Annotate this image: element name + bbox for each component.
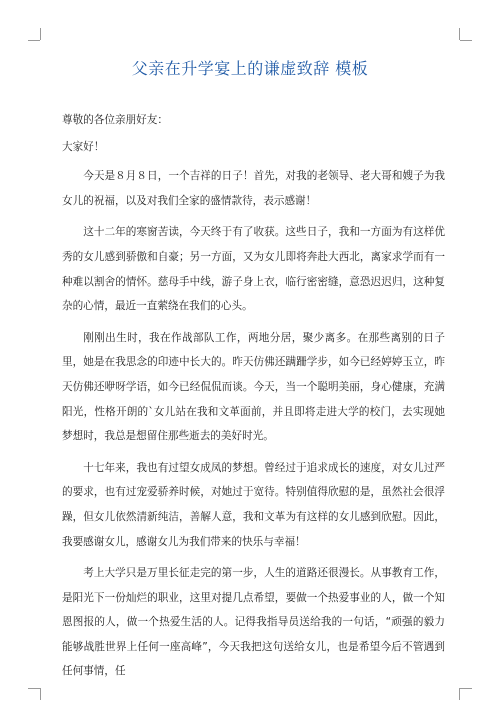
crop-mark-top-left-h — [28, 40, 40, 41]
paragraph-2: 这十二年的寒窗苦读，今天终于有了收获。这些日子，我和一方面为有这样优秀的女儿感到骄傲和自豪；另一方面，又为女儿即将奔赴大西北，离家求学而有一种难以割舍的情怀。慈母手中线，游子身上衣，临行密密缝，意恐迟迟归，这种复杂的心情，最近一直萦绕在我们的心头。 — [62, 226, 445, 313]
crop-mark-bottom-left-v — [40, 688, 41, 700]
document-body — [62, 108, 445, 691]
crop-mark-bottom-right-v — [459, 688, 460, 700]
salutation: 尊敬的各位亲朋好友： — [62, 114, 168, 126]
document-title: 父亲在升学宴上的谦虚致辞 模板 — [131, 59, 369, 78]
paragraph-3: 刚刚出生时，我在作战部队工作，两地分居，聚少离多。在那些离别的日子里，她是在我思念的印迹中长大的。昨天仿佛还蹒跚学步，如今已经婷婷玉立，昨天仿佛还咿呀学语，如今已经侃侃而谈。今天，当一个聪明美丽，身心健康，充满阳光，性格开朗的`女儿站在我和文革面前，并且即将走进大学的校门，去实现她梦想时，我总是想留住那些逝去的美好时光。 — [62, 331, 445, 443]
paragraph-1: 今天是８月８日，一个吉祥的日子！首先，对我的老领导、老大哥和嫂子为我女儿的祝福，以及对我们全家的盛情款待，表示感谢！ — [62, 170, 445, 207]
paragraph-5: 考上大学只是万里长征走完的第一步，人生的道路还很漫长。从事教育工作，是阳光下一份灿烂的职业，这里对提几点希望，要做一个热爱事业的人，做一个知恩图报的人，做一个热爱生活的人。记得我指导员送给我的一句话，“顽强的毅力能够战胜世界上任何一座高峰”，今天我把这句送给女儿，也是希望今后不管遇到任何事情，任 — [62, 567, 445, 678]
crop-mark-top-right-v — [459, 28, 460, 40]
crop-mark-bottom-left-h — [28, 688, 40, 689]
greeting: 大家好！ — [62, 140, 105, 153]
crop-mark-bottom-right-h — [460, 688, 472, 689]
crop-mark-top-left-v — [40, 28, 41, 40]
crop-mark-top-right-h — [460, 40, 472, 41]
paragraph-4: 十七年来，我也有过望女成凤的梦想。曾经过于追求成长的速度，对女儿过严的要求，也有过宠爱骄养时候，对她过于宽待。特别值得欣慰的是，虽然社会很浮躁，但女儿依然清新纯洁，善解人意，我和文革为有这样的女儿感到欣慰。因此，我要感谢女儿，感谢女儿为我们带来的快乐与幸福！ — [62, 461, 445, 548]
